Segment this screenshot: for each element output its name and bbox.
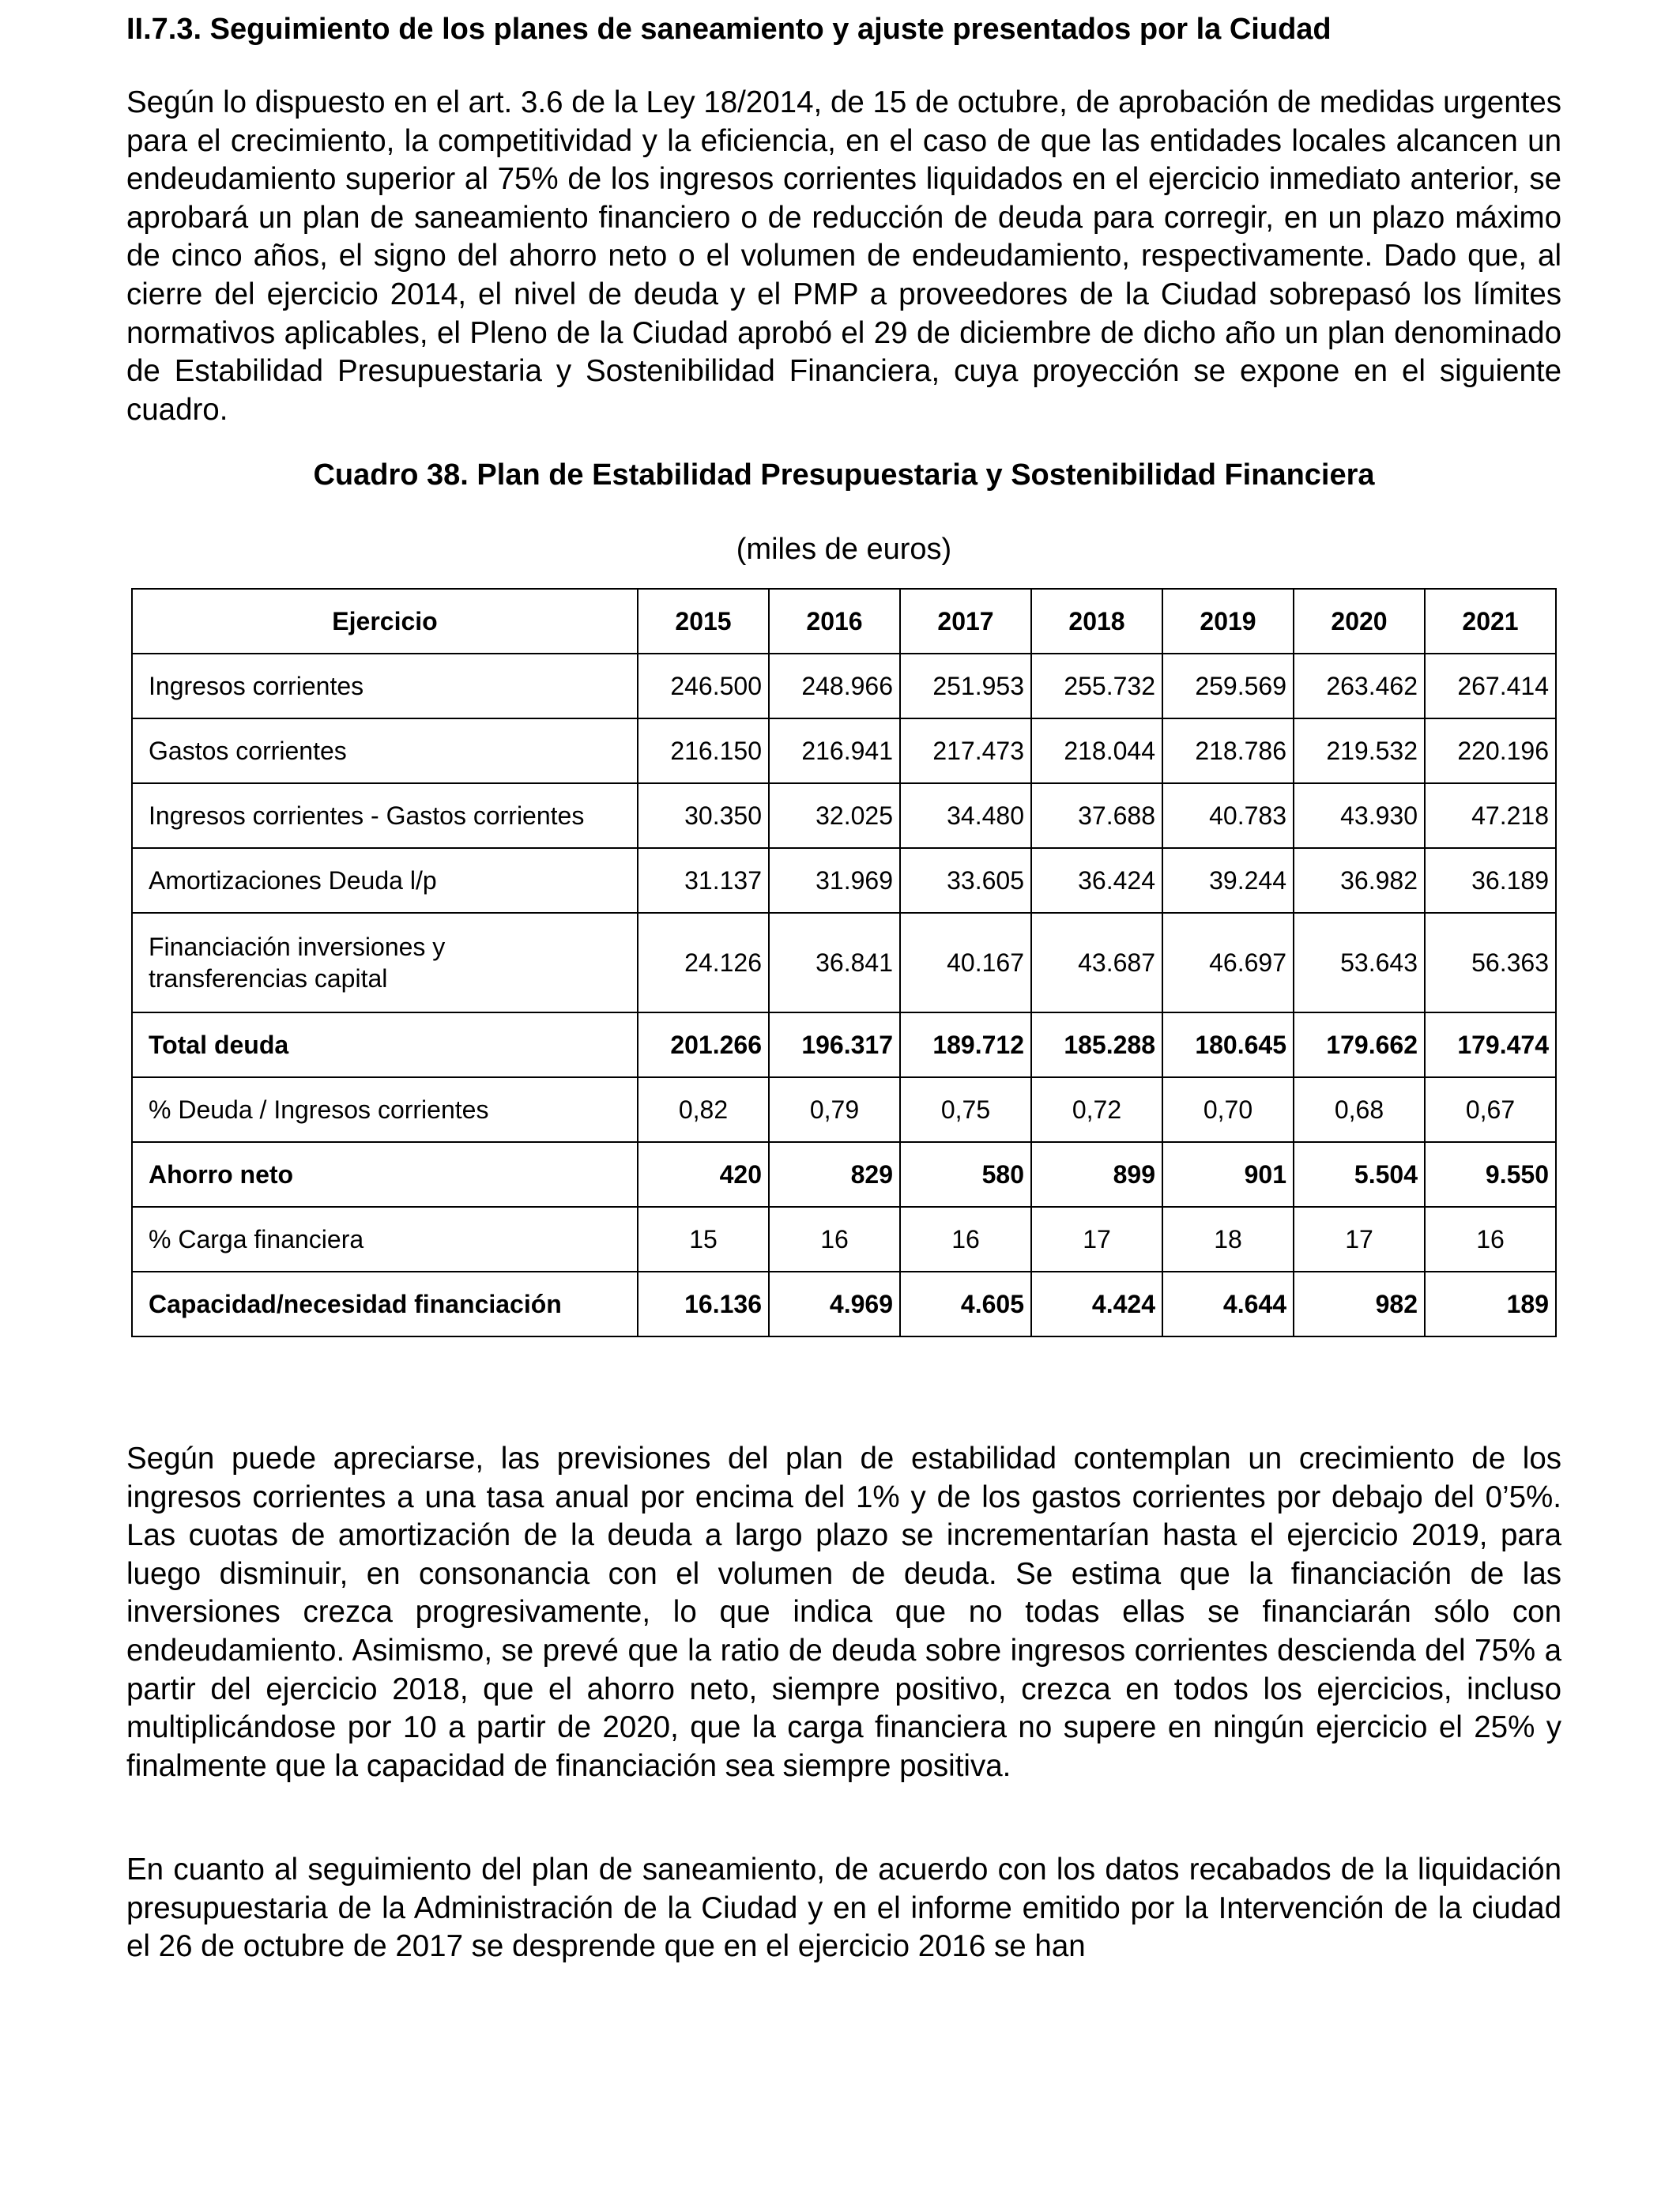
cell-value: 16 xyxy=(900,1207,1031,1272)
cell-value: 0,79 xyxy=(769,1077,900,1142)
row-label: Capacidad/necesidad financiación xyxy=(132,1272,638,1336)
cell-value: 36.424 xyxy=(1031,848,1162,913)
cell-value: 31.969 xyxy=(769,848,900,913)
cell-value: 40.167 xyxy=(900,913,1031,1012)
cell-value: 246.500 xyxy=(638,654,769,718)
table-row xyxy=(132,783,1556,848)
row-label: % Carga financiera xyxy=(132,1207,638,1272)
cell-value: 4.605 xyxy=(900,1272,1031,1336)
cell-value: 217.473 xyxy=(900,718,1031,783)
cell-value: 33.605 xyxy=(900,848,1031,913)
table-row xyxy=(132,1272,1556,1336)
cell-value: 36.982 xyxy=(1294,848,1425,913)
cell-value: 5.504 xyxy=(1294,1142,1425,1207)
cell-value: 218.786 xyxy=(1162,718,1294,783)
cell-value: 901 xyxy=(1162,1142,1294,1207)
cell-value: 0,72 xyxy=(1031,1077,1162,1142)
cell-value: 43.930 xyxy=(1294,783,1425,848)
cell-value: 40.783 xyxy=(1162,783,1294,848)
header-year: 2016 xyxy=(769,589,900,654)
cell-value: 4.424 xyxy=(1031,1272,1162,1336)
cell-value: 32.025 xyxy=(769,783,900,848)
cell-value: 43.687 xyxy=(1031,913,1162,1012)
cell-value: 47.218 xyxy=(1425,783,1556,848)
cell-value: 39.244 xyxy=(1162,848,1294,913)
cell-value: 218.044 xyxy=(1031,718,1162,783)
cell-value: 31.137 xyxy=(638,848,769,913)
cell-value: 0,67 xyxy=(1425,1077,1556,1142)
cell-value: 420 xyxy=(638,1142,769,1207)
cell-value: 9.550 xyxy=(1425,1142,1556,1207)
followup-paragraph: En cuanto al seguimiento del plan de saneamiento, de acuerdo con los datos recabados de la liquidación presupuestaria de la Administración de la Ciudad y en el informe emitido por la Intervención de la ciudad el 26 de octubre de 2017 se desprende que en el ejercicio 2016 se han xyxy=(126,1853,1561,1964)
header-year: 2017 xyxy=(900,589,1031,654)
cell-value: 18 xyxy=(1162,1207,1294,1272)
cell-value: 179.662 xyxy=(1294,1012,1425,1077)
cell-value: 36.189 xyxy=(1425,848,1556,913)
cell-value: 0,75 xyxy=(900,1077,1031,1142)
cell-value: 37.688 xyxy=(1031,783,1162,848)
cell-value: 16 xyxy=(1425,1207,1556,1272)
cell-value: 259.569 xyxy=(1162,654,1294,718)
cell-value: 899 xyxy=(1031,1142,1162,1207)
cell-value: 201.266 xyxy=(638,1012,769,1077)
row-label xyxy=(132,913,638,1012)
cell-value: 30.350 xyxy=(638,783,769,848)
row-label: % Deuda / Ingresos corrientes xyxy=(132,1077,638,1142)
header-ejercicio: Ejercicio xyxy=(132,589,638,654)
cell-value: 196.317 xyxy=(769,1012,900,1077)
row-label: Ingresos corrientes - Gastos corrientes xyxy=(132,783,638,848)
cell-value: 15 xyxy=(638,1207,769,1272)
cell-value: 34.480 xyxy=(900,783,1031,848)
row-label: Ahorro neto xyxy=(132,1142,638,1207)
table-row xyxy=(132,718,1556,783)
header-year: 2018 xyxy=(1031,589,1162,654)
table-row xyxy=(132,1207,1556,1272)
table-row xyxy=(132,848,1556,913)
cell-value: 263.462 xyxy=(1294,654,1425,718)
row-label: Amortizaciones Deuda l/p xyxy=(132,848,638,913)
table-units: (miles de euros) xyxy=(736,533,952,566)
cell-value: 255.732 xyxy=(1031,654,1162,718)
cell-value: 179.474 xyxy=(1425,1012,1556,1077)
stability-plan-table xyxy=(131,588,1557,1337)
cell-value: 0,70 xyxy=(1162,1077,1294,1142)
intro-paragraph: Según lo dispuesto en el art. 3.6 de la Ley 18/2014, de 15 de octubre, de aprobación de medidas urgentes para el crecimiento, la competitividad y la eficiencia, en el caso de que las entidades locales alcancen un endeudamiento superior al 75% de los ingresos corrientes liquidados en el ejercicio inmediato anterior, se aprobará un plan de saneamiento financiero o de reducción de deuda para corregir, en un plazo máximo de cinco años, el signo del ahorro neto o el volumen de endeudamiento, respectivamente. Dado que, al cierre del ejercicio 2014, el nivel de deuda y el PMP a proveedores de la Ciudad sobrepasó los límites normativos aplicables, el Pleno de la Ciudad aprobó el 29 de diciembre de dicho año un plan denominado de Estabilidad Presupuestaria y Sostenibilidad Financiera, cuya proyección se expone en el siguiente cuadro. xyxy=(126,85,1561,427)
cell-value: 24.126 xyxy=(638,913,769,1012)
row-label: Ingresos corrientes xyxy=(132,654,638,718)
cell-value: 189 xyxy=(1425,1272,1556,1336)
cell-value: 56.363 xyxy=(1425,913,1556,1012)
table-row xyxy=(132,1012,1556,1077)
table-row xyxy=(132,1077,1556,1142)
cell-value: 248.966 xyxy=(769,654,900,718)
row-label: Total deuda xyxy=(132,1012,638,1077)
cell-value: 4.644 xyxy=(1162,1272,1294,1336)
header-year: 2015 xyxy=(638,589,769,654)
cell-value: 16.136 xyxy=(638,1272,769,1336)
cell-value: 0,82 xyxy=(638,1077,769,1142)
cell-value: 580 xyxy=(900,1142,1031,1207)
table-caption: Cuadro 38. Plan de Estabilidad Presupuestaria y Sostenibilidad Financiera xyxy=(313,458,1375,492)
cell-value: 17 xyxy=(1031,1207,1162,1272)
cell-value: 17 xyxy=(1294,1207,1425,1272)
cell-value: 267.414 xyxy=(1425,654,1556,718)
cell-value: 36.841 xyxy=(769,913,900,1012)
cell-value: 0,68 xyxy=(1294,1077,1425,1142)
row-label: Gastos corrientes xyxy=(132,718,638,783)
cell-value: 216.150 xyxy=(638,718,769,783)
cell-value: 185.288 xyxy=(1031,1012,1162,1077)
cell-value: 220.196 xyxy=(1425,718,1556,783)
cell-value: 216.941 xyxy=(769,718,900,783)
cell-value: 46.697 xyxy=(1162,913,1294,1012)
table-header-row xyxy=(132,589,1556,654)
header-year: 2021 xyxy=(1425,589,1556,654)
analysis-paragraph: Según puede apreciarse, las previsiones del plan de estabilidad contemplan un crecimiento de los ingresos corrientes a una tasa anual por encima del 1% y de los gastos corrientes por debajo del 0’5%. Las cuotas de amortización de la deuda a largo plazo se incrementarían hasta el ejercicio 2019, para luego disminuir, en consonancia con el volumen de deuda. Se estima que la financiación de las inversiones crezca progresivamente, lo que indica que no todas ellas se financiarán sólo con endeudamiento. Asimismo, se prevé que la ratio de deuda sobre ingresos corrientes descienda del 75% a partir del ejercicio 2018, que el ahorro neto, siempre positivo, crezca en todos los ejercicios, incluso multiplicándose por 10 a partir de 2020, que la carga financiera no supere en ningún ejercicio el 25% y finalmente que la capacidad de financiación sea siempre positiva. xyxy=(126,1442,1561,1783)
row-label-line: transferencias capital xyxy=(149,964,388,993)
cell-value: 829 xyxy=(769,1142,900,1207)
table-row xyxy=(132,1142,1556,1207)
header-year: 2019 xyxy=(1162,589,1294,654)
cell-value: 4.969 xyxy=(769,1272,900,1336)
cell-value: 189.712 xyxy=(900,1012,1031,1077)
cell-value: 180.645 xyxy=(1162,1012,1294,1077)
header-year: 2020 xyxy=(1294,589,1425,654)
row-label-line: Financiación inversiones y xyxy=(149,933,446,961)
table-row xyxy=(132,913,1556,1012)
cell-value: 982 xyxy=(1294,1272,1425,1336)
section-heading: II.7.3. Seguimiento de los planes de saneamiento y ajuste presentados por la Ciudad xyxy=(126,13,1332,46)
cell-value: 251.953 xyxy=(900,654,1031,718)
cell-value: 53.643 xyxy=(1294,913,1425,1012)
cell-value: 219.532 xyxy=(1294,718,1425,783)
cell-value: 16 xyxy=(769,1207,900,1272)
table-row xyxy=(132,654,1556,718)
